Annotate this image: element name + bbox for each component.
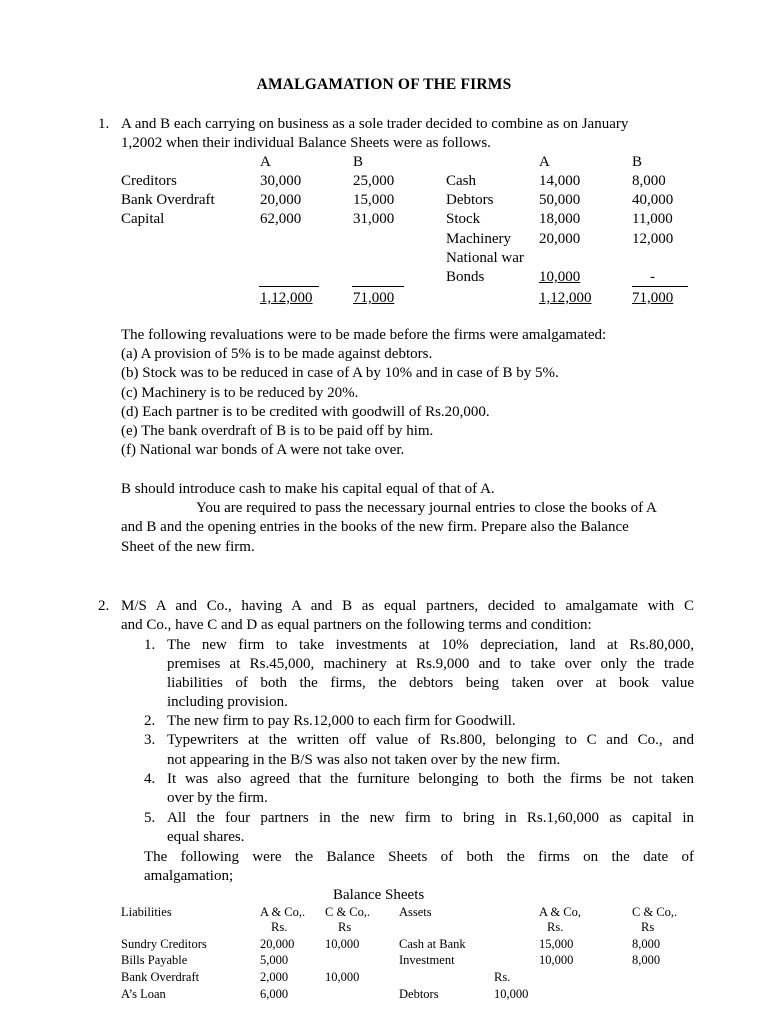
term-line: All the four partners in the new firm to bring in Rs.1,60,000 as capital in — [167, 810, 694, 826]
bs1-asset-a: 20,000 — [539, 231, 581, 247]
bs2-value-c: 10,000 — [325, 937, 360, 951]
bs1-asset-a: 14,000 — [539, 173, 581, 189]
bs1-col-header-b: B — [632, 154, 643, 170]
bs1-asset-label: Cash — [446, 173, 476, 189]
bs1-asset-a: 50,000 — [539, 192, 581, 208]
term-line: liabilities of both the firms, the debtors being taken over at book value — [167, 675, 694, 691]
bs2-value-a: 2,000 — [260, 970, 289, 984]
bs2-mid-value: Rs. — [494, 970, 511, 984]
bs1-asset-label: Stock — [446, 211, 481, 227]
bs2-value-a2: 10,000 — [539, 953, 574, 967]
term-number: 3. — [144, 732, 156, 748]
required-line: Sheet of the new firm. — [121, 539, 255, 555]
total-rule — [632, 286, 688, 287]
total-rule — [352, 286, 404, 287]
bs2-value-a: 20,000 — [260, 937, 295, 951]
bs2-liability-label: A’s Loan — [121, 987, 166, 1001]
bs1-total-asset-a: 1,12,000 — [539, 290, 592, 306]
bs2-asset-label: Debtors — [399, 987, 439, 1001]
bs1-asset-label: Debtors — [446, 192, 494, 208]
term-line: premises at Rs.45,000, machinery at Rs.9,000 and to take over only the trade — [167, 656, 694, 672]
bs2-asset-label: Cash at Bank — [399, 937, 466, 951]
following-line: The following were the Balance Sheets of both the firms on the date of — [144, 849, 694, 865]
bs1-liability-a: 30,000 — [260, 173, 302, 189]
question-1-intro-line: 1,2002 when their individual Balance Sheets were as follows. — [121, 135, 491, 151]
bs2-header-rs: Rs — [338, 920, 352, 934]
bs2-mid-value: 10,000 — [494, 987, 529, 1001]
bs1-asset-b: 40,000 — [632, 192, 674, 208]
revaluation-item: (d) Each partner is to be credited with goodwill of Rs.20,000. — [121, 404, 490, 420]
bs2-header-liabilities: Liabilities — [121, 905, 172, 919]
bs2-header-assets: Assets — [399, 905, 432, 919]
term-line: over by the firm. — [167, 790, 268, 806]
bs1-total-asset-b: 71,000 — [632, 290, 674, 306]
bs1-asset-a: 18,000 — [539, 211, 581, 227]
bs2-value-c2: 8,000 — [632, 937, 661, 951]
bs1-liability-b: 15,000 — [353, 192, 395, 208]
term-line: The new firm to pay Rs.12,000 to each firm for Goodwill. — [167, 713, 516, 729]
bs2-header-rs: Rs. — [547, 920, 564, 934]
bs2-header-c-co: C & Co,. — [632, 905, 678, 919]
term-number: 5. — [144, 810, 156, 826]
bs2-asset-label: Investment — [399, 953, 455, 967]
revaluation-item: (c) Machinery is to be reduced by 20%. — [121, 385, 359, 401]
term-number: 4. — [144, 771, 156, 787]
term-line: not appearing in the B/S was also not taken over by the new firm. — [167, 752, 561, 768]
bs2-header-a-co: A & Co,. — [260, 905, 306, 919]
document-title: AMALGAMATION OF THE FIRMS — [256, 76, 512, 93]
bs2-header-c-co: C & Co,. — [325, 905, 371, 919]
required-line: You are required to pass the necessary journal entries to close the books of A — [196, 500, 657, 516]
bs2-liability-label: Bank Overdraft — [121, 970, 200, 984]
bs1-asset-b: 8,000 — [632, 173, 666, 189]
bs2-liability-label: Bills Payable — [121, 953, 188, 967]
total-rule — [259, 286, 319, 287]
term-number: 1. — [144, 637, 156, 653]
question-1-number: 1. — [98, 116, 110, 132]
bs1-liability-a: 62,000 — [260, 211, 302, 227]
bs1-col-header-a: A — [539, 154, 550, 170]
bs1-asset-label: National war — [446, 250, 524, 266]
revaluation-item: (e) The bank overdraft of B is to be paid off by him. — [121, 423, 434, 439]
bs2-header-rs: Rs — [641, 920, 655, 934]
question-2-number: 2. — [98, 598, 110, 614]
bs2-header-rs: Rs. — [271, 920, 288, 934]
bs1-total-liab-a: 1,12,000 — [260, 290, 313, 306]
required-line: and B and the opening entries in the books of the new firm. Prepare also the Balance — [121, 519, 629, 535]
bs1-asset-b: 11,000 — [632, 211, 673, 227]
bs1-asset-b: - — [650, 269, 655, 285]
revaluation-item: (a) A provision of 5% is to be made against debtors. — [121, 346, 433, 362]
bs1-liability-label: Capital — [121, 211, 165, 227]
bs1-liability-b: 25,000 — [353, 173, 395, 189]
term-line: The new firm to take investments at 10% depreciation, land at Rs.80,000, — [167, 637, 694, 653]
following-line: amalgamation; — [144, 868, 234, 884]
bs1-liability-a: 20,000 — [260, 192, 302, 208]
bs2-liability-label: Sundry Creditors — [121, 937, 207, 951]
bs1-liability-label: Creditors — [121, 173, 177, 189]
bs2-value-c2: 8,000 — [632, 953, 661, 967]
question-1-intro-line: A and B each carrying on business as a sole trader decided to combine as on January — [121, 116, 629, 132]
question-2-intro-line: and Co., have C and D as equal partners on the following terms and condition: — [121, 617, 592, 633]
bs2-title: Balance Sheets — [333, 887, 425, 903]
bs2-header-a-co: A & Co, — [539, 905, 582, 919]
bs1-asset-a: 10,000 — [539, 269, 581, 285]
bs1-asset-label: Bonds — [446, 269, 485, 285]
revaluation-item: (f) National war bonds of A were not take over. — [121, 442, 405, 458]
bs2-value-a: 6,000 — [260, 987, 289, 1001]
bs1-asset-label: Machinery — [446, 231, 511, 247]
bs1-asset-b: 12,000 — [632, 231, 674, 247]
term-line: equal shares. — [167, 829, 245, 845]
bs1-col-header-a: A — [260, 154, 271, 170]
term-line: Typewriters at the written off value of Rs.800, belonging to C and Co., and — [167, 732, 694, 748]
bs1-liability-label: Bank Overdraft — [121, 192, 215, 208]
bs1-total-liab-b: 71,000 — [353, 290, 395, 306]
bs2-value-a: 5,000 — [260, 953, 289, 967]
term-line: including provision. — [167, 694, 288, 710]
revaluation-item: (b) Stock was to be reduced in case of A by 10% and in case of B by 5%. — [121, 365, 559, 381]
cash-note: B should introduce cash to make his capital equal of that of A. — [121, 481, 495, 497]
bs2-value-c: 10,000 — [325, 970, 360, 984]
revaluation-intro: The following revaluations were to be made before the firms were amalgamated: — [121, 327, 607, 343]
term-number: 2. — [144, 713, 156, 729]
bs1-liability-b: 31,000 — [353, 211, 395, 227]
bs1-col-header-b: B — [353, 154, 364, 170]
question-2-intro-line: M/S A and Co., having A and B as equal partners, decided to amalgamate with C — [121, 598, 694, 614]
bs2-value-a2: 15,000 — [539, 937, 574, 951]
term-line: It was also agreed that the furniture belonging to both the firms be not taken — [167, 771, 694, 787]
